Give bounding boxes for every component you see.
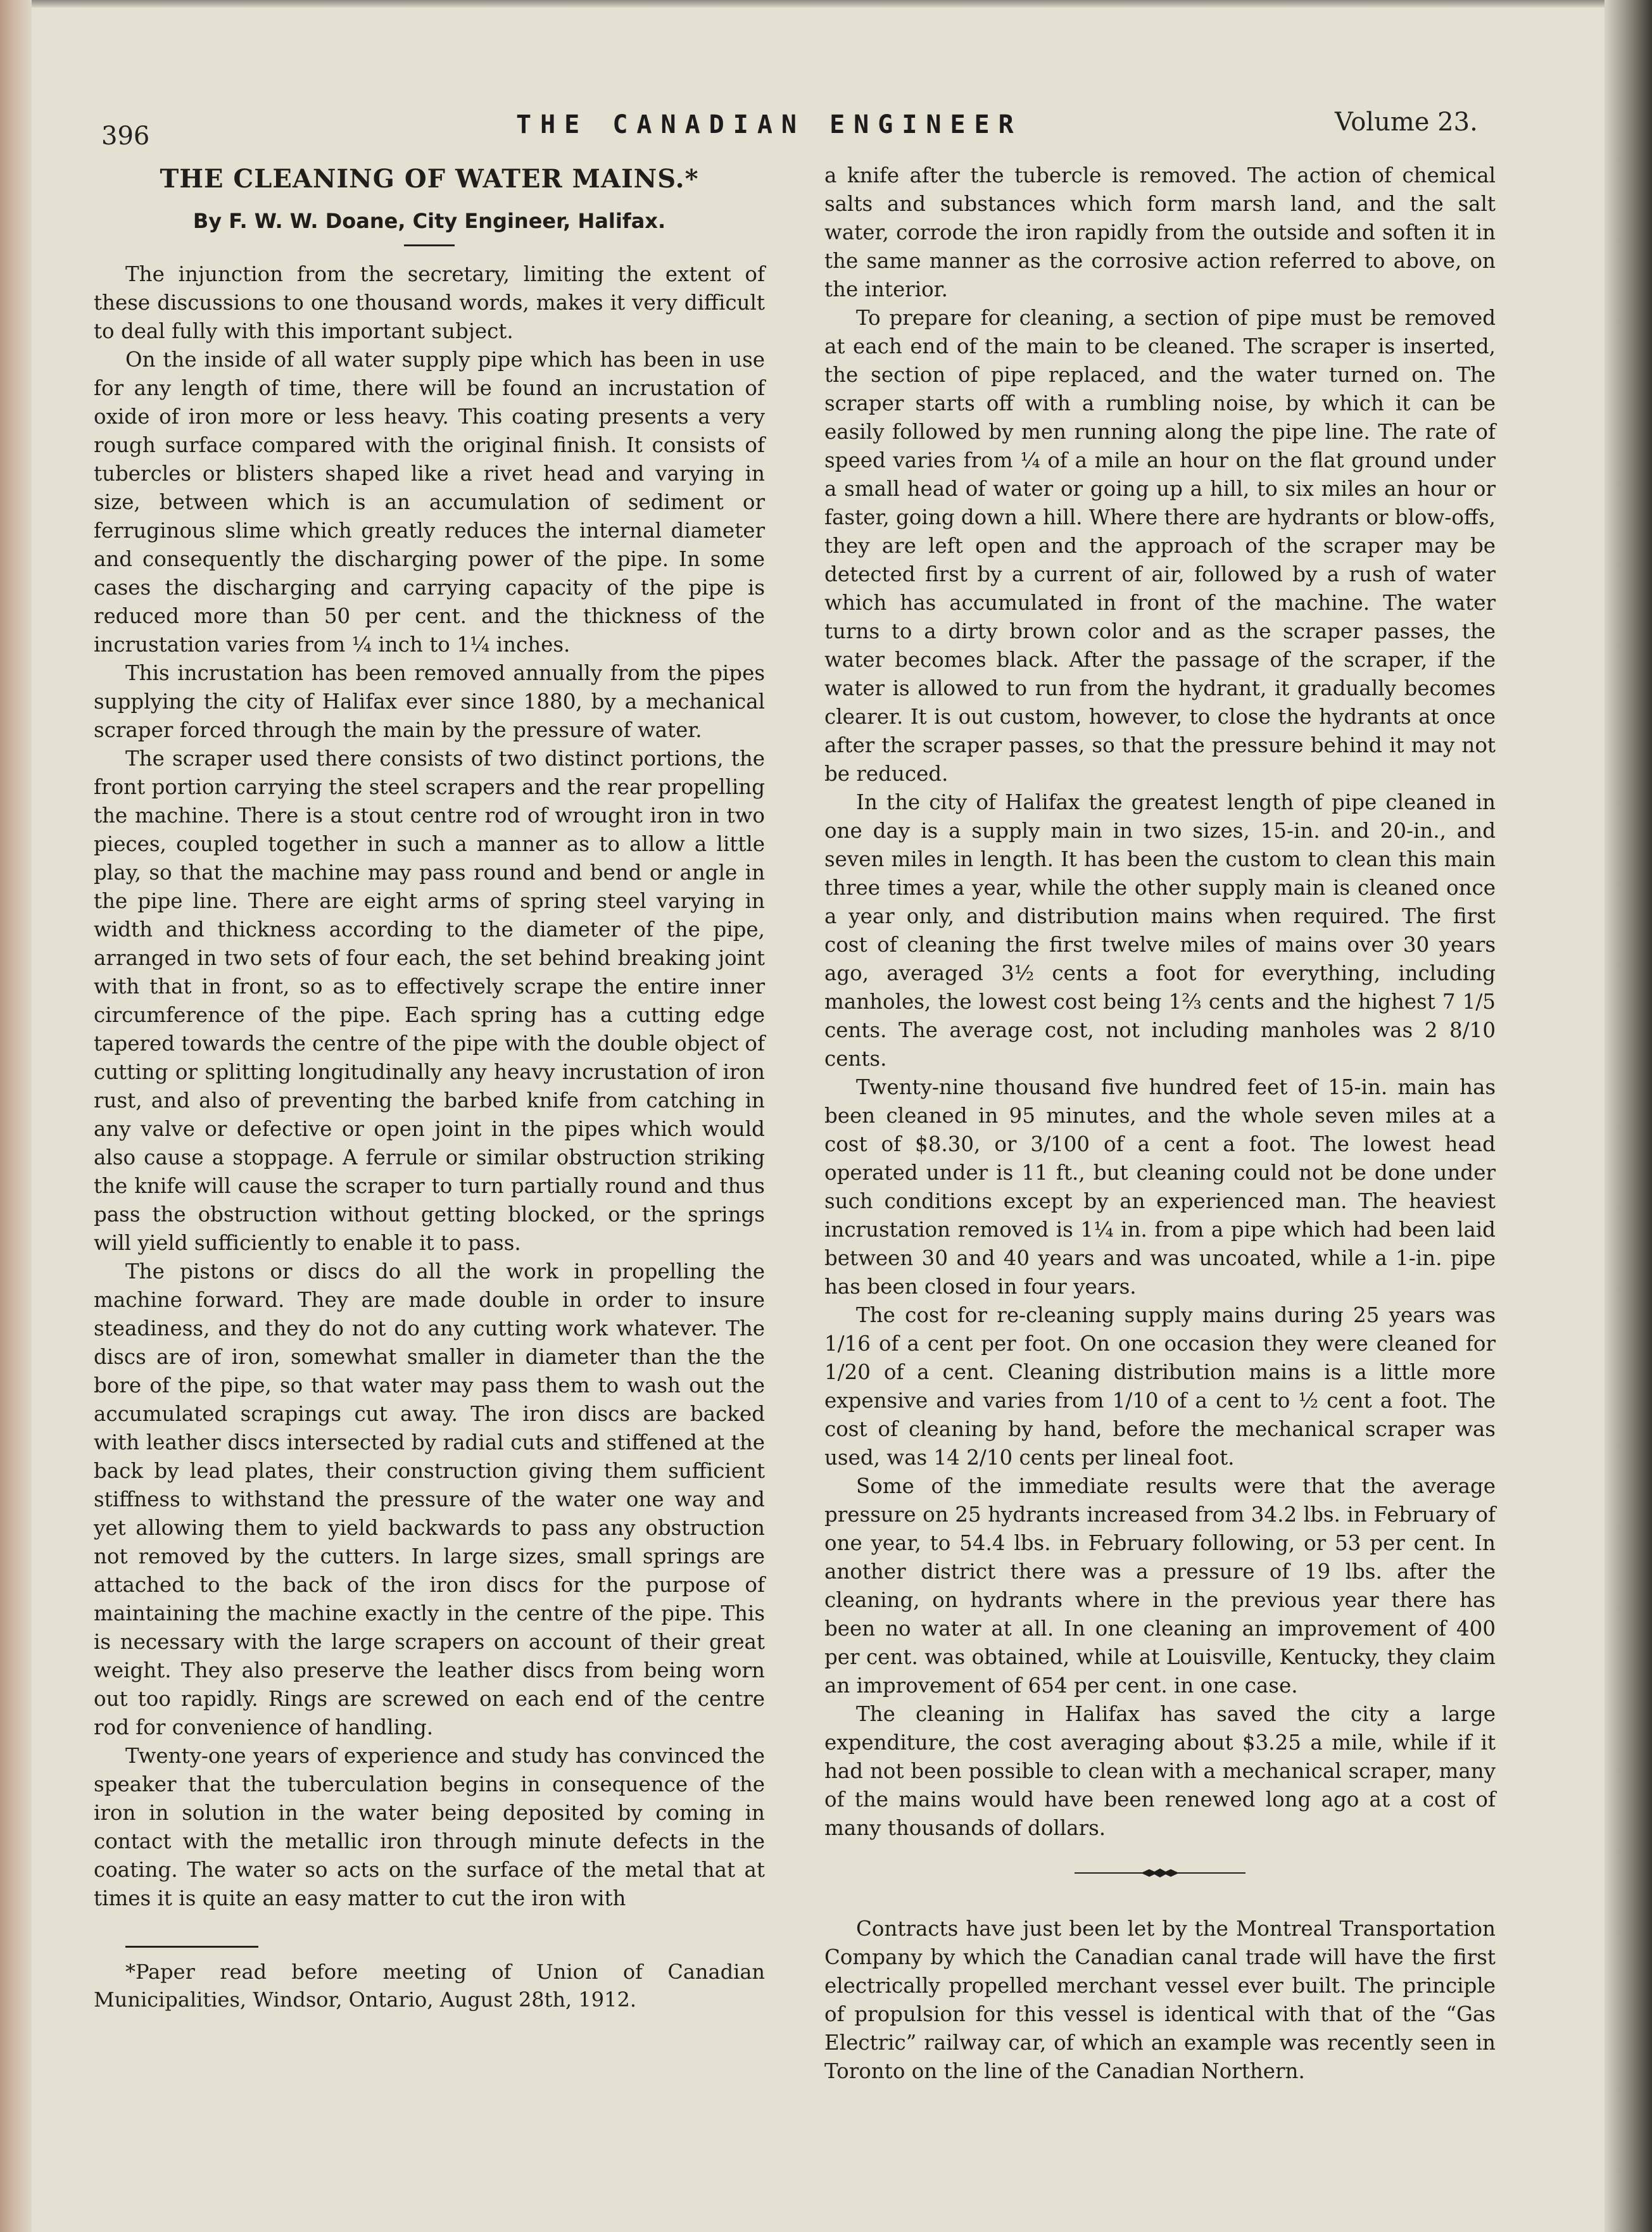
footnote: *Paper read before meeting of Union of Canadian Municipalities, Windsor, Ontario, August 28th, 1912. <box>94 1960 765 2012</box>
paragraph: To prepare for cleaning, a section of pipe must be removed at each end of the main to be cleaned. The scraper is inserted, the section of pipe replaced, and the water turned on. The scraper starts off with a rumbling noise, by which it can be easily followed by men running along the pipe line. The rate of speed varies from ¼ of a mile an hour on the flat ground under a small head of water or going up a hill, to six miles an hour or faster, going down a hill. Where there are hydrants or blow-offs, they are left open and the approach of the scraper may be detected first by a current of air, followed by a rush of water which has accumulated in front of the machine. The water turns to a dirty brown color and as the scraper passes, the water becomes black. After the passage of the scraper, if the water is allowed to run from the hydrant, it gradually becomes clearer. It is out custom, however, to close the hydrants at once after the scraper passes, so that the pressure behind it may not be reduced. <box>824 306 1496 786</box>
news-paragraph: Contracts have just been let by the Montreal Transportation Company by which the Canadian canal trade will have the first electrically propelled merchant vessel ever built. The principle of propulsion for this vessel is identical with that of the “Gas Electric” railway car, of which an example was recently seen in Toronto on the line of the Canadian Northern. <box>824 1917 1496 2083</box>
paragraph: The cleaning in Halifax has saved the city a large expenditure, the cost averaging about $3.25 a mile, while if it had not been possible to clean with a mechanical scraper, many of the mains would have been renewed long ago at a cost of many thousands of dollars. <box>824 1702 1496 1840</box>
ornament-divider-icon <box>1075 1867 1245 1879</box>
paragraph: The cost for re-cleaning supply mains during 25 years was 1/16 of a cent per foot. On one occasion they were cleaned for 1/20 of a cent. Cleaning distribution mains is a little more expensive and varies from 1/10 of a cent to ½ cent a foot. The cost of cleaning by hand, before the mechanical scraper was used, was 14 2/10 cents per lineal foot. <box>824 1303 1496 1470</box>
page-left-edge <box>0 0 32 2232</box>
article-byline: By F. W. W. Doane, City Engineer, Halifax. <box>192 209 666 233</box>
paragraph: This incrustation has been removed annually from the pipes supplying the city of Halifax ever since 1880, by a mechanical scraper forced through the main by the pressure of water. <box>94 661 765 742</box>
title-rule <box>404 244 455 246</box>
paragraph: In the city of Halifax the greatest length of pipe cleaned in one day is a supply main in two sizes, 15-in. and 20-in., and seven miles in length. It has been the custom to clean this main three times a year, while the other supply main is cleaned once a year only, and distribution mains when required. The first cost of cleaning the first twelve miles of mains over 30 years ago, averaged 3½ cents a foot for everything, including manholes, the lowest cost being 1⅔ cents and the highest 7 1/5 cents. The average cost, not including manholes was 2 8/10 cents. <box>824 790 1496 1071</box>
page-number: 396 <box>101 122 150 151</box>
right-column <box>824 161 1496 2086</box>
paragraph: Twenty-nine thousand five hundred feet of 15-in. main has been cleaned in 95 minutes, and the whole seven miles at a cost of $8.30, or 3/100 of a cent a foot. The lowest head operated under is 11 ft., but cleaning could not be done under such conditions except by an experienced man. The heaviest incrustation removed is 1¼ in. from a pipe which had been laid between 30 and 40 years and was uncoated, while a 1-in. pipe has been closed in four years. <box>824 1075 1496 1299</box>
paragraph: Twenty-one years of experience and study has convinced the speaker that the tuberculation begins in consequence of the iron in solution in the water being deposited by coming in contact with the metallic iron through minute defects in the coating. The water so acts on the surface of the metal that at times it is quite an easy matter to cut the iron with <box>94 1744 765 1910</box>
paragraph: The pistons or discs do all the work in propelling the machine forward. They are made double in order to insure steadiness, and they do not do any cutting work whatever. The discs are of iron, somewhat smaller in diameter than the the bore of the pipe, so that water may pass them to wash out the accumulated scrapings cut away. The iron discs are backed with leather discs intersected by radial cuts and stiffened at the back by lead plates, their construction giving them sufficient stiffness to withstand the pressure of the water one way and yet allowing them to yield backwards to pass any obstruction not removed by the cutters. In large sizes, small springs are attached to the back of the iron discs for the purpose of maintaining the machine exactly in the centre of the pipe. This is necessary with the large scrapers on account of their great weight. They also preserve the leather discs from being worn out too rapidly. Rings are screwed on each end of the centre rod for convenience of handling. <box>94 1259 765 1739</box>
article-title: THE CLEANING OF WATER MAINS.* <box>160 164 699 194</box>
paragraph-continued: a knife after the tubercle is removed. The action of chemical salts and substances which form marsh land, and the salt water, corrode the iron rapidly from the outside and soften it in the same manner as the corrosive action referred to above, on the interior. <box>824 163 1496 301</box>
journal-title: THE CANADIAN ENGINEER <box>516 110 1023 139</box>
paragraph: The scraper used there consists of two distinct portions, the front portion carrying the steel scrapers and the rear propelling the machine. There is a stout centre rod of wrought iron in two pieces, coupled together in such a manner as to allow a little play, so that the machine may pass round and bend or angle in the pipe line. There are eight arms of spring steel varying in width and thickness according to the diameter of the pipe, arranged in two sets of four each, the set behind breaking joint with that in front, so as to effectively scrape the entire inner circumference of the pipe. Each spring has a cutting edge tapered towards the centre of the pipe with the double object of cutting or splitting longitudinally any heavy incrustation of iron rust, and also of preventing the barbed knife from catching in any valve or defective or open joint in the pipes which would also cause a stoppage. A ferrule or similar obstruction striking the knife will cause the scraper to turn partially round and thus pass the obstruction without getting blocked, or the springs will yield sufficiently to enable it to pass. <box>94 747 765 1255</box>
volume-label: Volume 23. <box>1335 108 1478 137</box>
page-binding-shadow <box>1605 0 1652 2232</box>
section-ornament <box>824 1867 1496 1879</box>
paragraph: The injunction from the secretary, limiting the extent of these discussions to one thousand words, makes it very difficult to deal fully with this important subject. <box>94 262 765 343</box>
paragraph: Some of the immediate results were that the average pressure on 25 hydrants increased from 34.2 lbs. in February of one year, to 54.4 lbs. in February following, or 53 per cent. In another district there was a pressure of 19 lbs. after the cleaning, on hydrants where in the previous year there has been no water at all. In one cleaning an improvement of 400 per cent. was obtained, while at Louisville, Kentucky, they claim an improvement of 654 per cent. in one case. <box>824 1474 1496 1698</box>
paragraph: On the inside of all water supply pipe which has been in use for any length of time, there will be found an incrustation of oxide of iron more or less heavy. This coating presents a very rough surface compared with the original finish. It consists of tubercles or blisters shaped like a rivet head and varying in size, between which is an accumulation of sediment or ferruginous slime which greatly reduces the internal diameter and consequently the discharging power of the pipe. In some cases the discharging and carrying capacity of the pipe is reduced more than 50 per cent. and the thickness of the incrustation varies from ¼ inch to 1¼ inches. <box>94 348 765 657</box>
page-header <box>0 108 1652 152</box>
footnote-rule <box>125 1946 258 1948</box>
page-top-edge <box>0 0 1652 8</box>
left-column <box>94 165 765 2014</box>
